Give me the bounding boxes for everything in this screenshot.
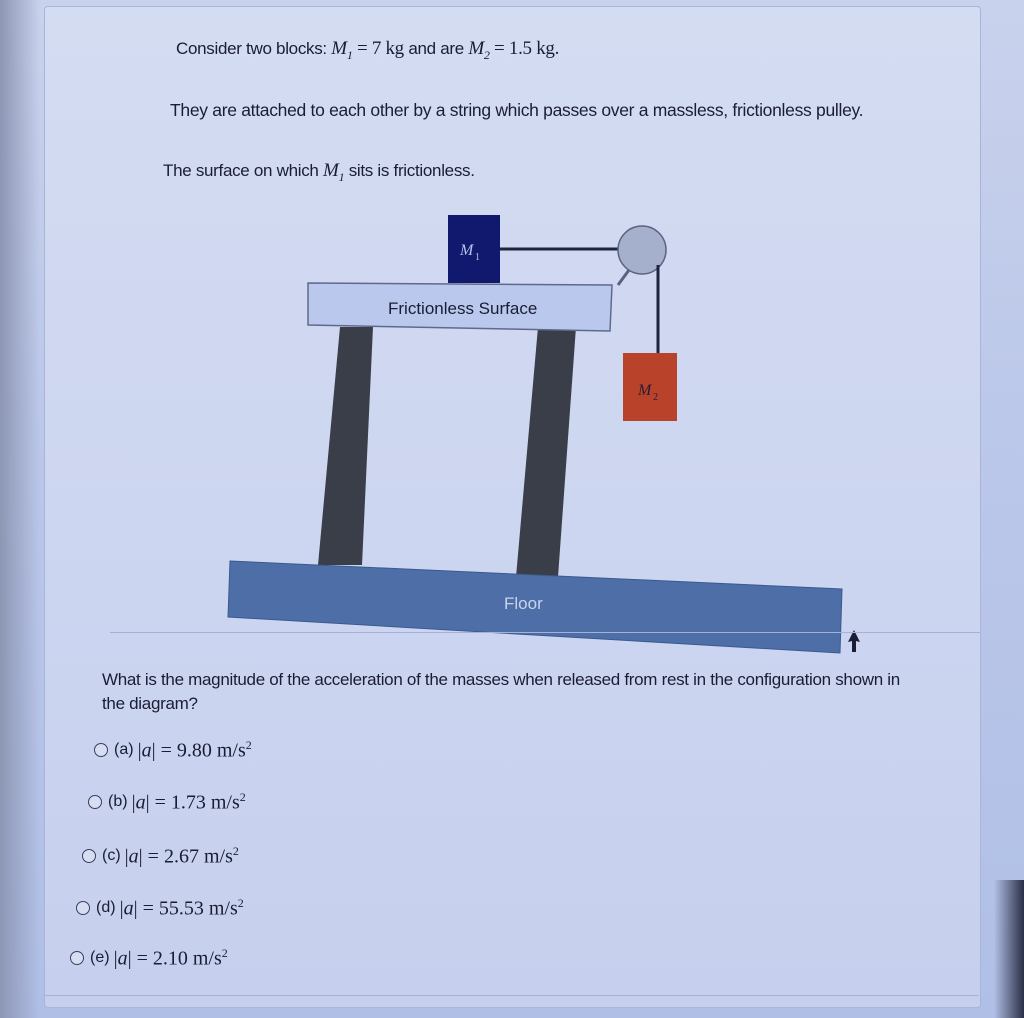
option-b[interactable] [88,790,246,815]
problem-line-2: They are attached to each other by a string which passes over a massless, frictionless pulley. [170,100,864,120]
option-c-exponent: 2 [232,844,239,858]
option-a[interactable] [94,738,252,763]
option-b-exponent: 2 [239,790,246,804]
option-c-expression: |a| = 2.67 $m/s^2$ [124,844,239,868]
option-d-expression: |a| = 55.53 $m/s^2$ [119,896,244,920]
surface-text-prefix: The surface on which [163,161,319,180]
option-c-label: (c) [102,847,121,865]
surface-label: Frictionless Surface [388,299,538,318]
m1-inline-subscript: 1 [338,169,345,184]
surface-text-suffix: sits is frictionless. [348,161,475,180]
option-d-label: (d) [96,899,116,917]
option-e-label: (e) [90,949,110,967]
radio-empty-icon[interactable] [94,743,108,757]
table-leg-left [318,327,373,565]
option-a-label: (a) [114,741,134,759]
m1-expression [331,38,408,62]
option-a-value: 9.80 [176,739,212,762]
m1-value: = 7 kg [356,38,404,59]
m1-inline-expression [323,160,345,184]
problem-line-1 [176,38,559,63]
floor-label: Floor [504,594,543,613]
option-b-value: 1.73 [170,791,206,814]
card-bottom-divider [44,995,979,996]
m1-subscript: 1 [346,47,353,62]
m1-inline-symbol: M [323,160,339,181]
option-c-unit: m/s [203,845,233,868]
option-a-unit: m/s [216,739,246,762]
option-a-expression: |a| = 9.80 $m/s^2$ [137,738,252,762]
option-e-expression: |a| = 2.10 $m/s^2$ [113,946,228,970]
option-d-value: 55.53 [158,897,204,920]
radio-empty-icon[interactable] [76,901,90,915]
option-d[interactable] [76,896,244,921]
option-e-value: 2.10 [152,947,188,970]
m2-value: = 1.5 kg. [494,38,560,59]
m2-expression [468,38,560,62]
option-c[interactable] [82,844,239,869]
option-e-exponent: 2 [221,946,228,960]
option-c-value: 2.67 [163,845,199,868]
table-leg-right [516,327,576,577]
radio-empty-icon[interactable] [70,951,84,965]
problem-mid-text: and are [408,39,464,58]
m1-symbol: M [331,38,347,59]
block-m1-subscript: 1 [475,252,480,263]
section-divider [110,632,980,633]
problem-intro-text: Consider two blocks: [176,39,327,58]
block-m1-label: M [460,242,474,259]
m2-symbol: M [468,38,484,59]
option-d-exponent: 2 [237,896,244,910]
block-m2-label: M [638,382,652,399]
problem-line-3 [163,160,475,185]
screen-edge-shadow-right [994,880,1024,1018]
option-e[interactable] [70,946,228,971]
radio-empty-icon[interactable] [88,795,102,809]
radio-empty-icon[interactable] [82,849,96,863]
option-b-unit: m/s [210,791,240,814]
screen-edge-shadow-left [0,0,40,1018]
m2-subscript: 2 [483,47,490,62]
question-text: What is the magnitude of the acceleration of the masses when released from rest in the configuration shown in the diagram? [102,670,900,713]
option-b-label: (b) [108,793,128,811]
option-a-exponent: 2 [245,738,252,752]
block-m2-subscript: 2 [653,392,658,403]
pulley-diagram [220,205,860,665]
block-m1 [448,215,500,283]
option-e-unit: m/s [192,947,222,970]
option-b-expression: |a| = 1.73 $m/s^2$ [131,790,246,814]
option-d-unit: m/s [208,897,238,920]
